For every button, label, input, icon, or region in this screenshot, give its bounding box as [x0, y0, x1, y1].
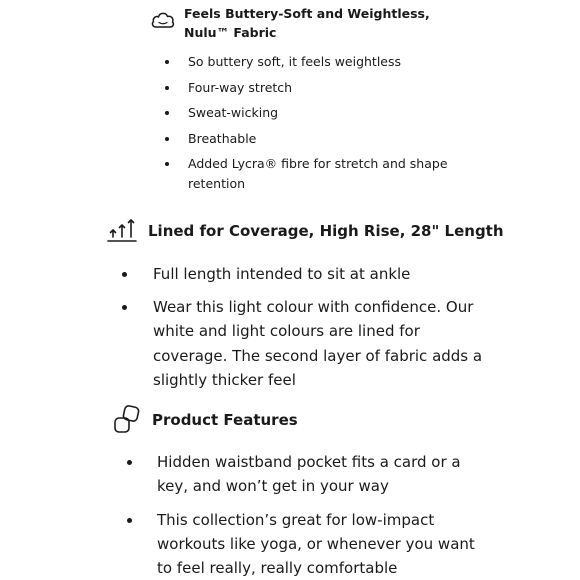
list-item: This collection’s great for low-impact workouts like yoga, or whenever you want to feel really, really comfortable — [0, 508, 580, 580]
list-item: Added Lycra® fibre for stretch and shape retention — [0, 154, 580, 193]
bullet-dot — [127, 518, 132, 523]
features-heading: Product Features — [152, 411, 298, 429]
list-item: Hidden waistband pocket fits a card or a key, and won’t get in your way — [0, 450, 580, 498]
bullet-dot — [127, 460, 132, 465]
fabric-heading: Feels Buttery-Soft and Weightless, Nulu™ Fabric — [184, 6, 430, 40]
features-bullet-list — [0, 450, 580, 580]
list-item: Wear this light colour with confidence. Our white and light colours are lined for coverage. The second layer of fabric adds a slightly thicker feel — [0, 295, 580, 393]
list-item: Sweat-wicking — [0, 103, 580, 123]
features-icon — [112, 404, 142, 436]
list-item: Four-way stretch — [0, 78, 580, 98]
list-item: Breathable — [0, 129, 580, 149]
list-item: Full length intended to sit at ankle — [0, 262, 580, 287]
list-item: So buttery soft, it feels weightless — [0, 52, 580, 72]
coverage-heading: Lined for Coverage, High Rise, 28" Length — [148, 222, 504, 240]
